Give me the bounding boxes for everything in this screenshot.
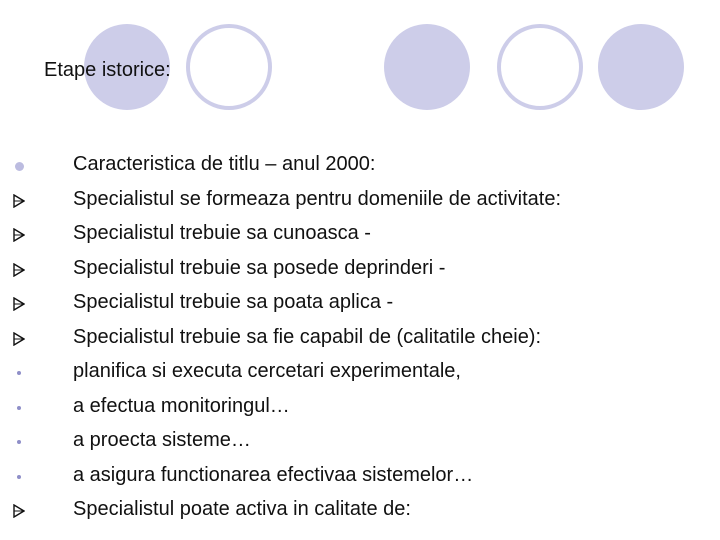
list-item xyxy=(0,426,720,461)
list-item-text: Caracteristica de titlu – anul 2000: xyxy=(73,153,376,175)
list-item-text: Specialistul trebuie sa fie capabil de (calitatile cheie): xyxy=(73,325,542,348)
arrow-icon xyxy=(12,191,26,211)
arrow-icon xyxy=(12,329,26,349)
list-item xyxy=(0,392,720,427)
list-item-text: Specialistul se formeaza pentru domeniile de activitate: xyxy=(73,187,562,210)
small-dot-icon xyxy=(12,432,26,452)
list-item xyxy=(0,185,720,220)
list-item xyxy=(0,495,720,530)
arrow-icon xyxy=(12,294,26,314)
small-dot-icon xyxy=(12,398,26,418)
dot-icon xyxy=(12,156,26,176)
list-item-text: a asigura functionarea efectivaa sistemelor… xyxy=(73,463,474,486)
list-item-text: Specialistul trebuie sa cunoasca - xyxy=(73,222,371,244)
list-item xyxy=(0,150,720,185)
arrow-icon xyxy=(12,501,26,521)
arrow-icon xyxy=(12,225,26,245)
list-item xyxy=(0,288,720,323)
slide-title: Etape istorice: xyxy=(44,59,171,81)
arrow-icon xyxy=(12,260,26,280)
list-item-text: a proecta sisteme… xyxy=(73,429,251,451)
decorative-circle-ring xyxy=(186,24,272,110)
bullet-list xyxy=(0,150,720,530)
list-item xyxy=(0,323,720,358)
list-item-text: planifica si executa cercetari experimentale, xyxy=(73,360,461,382)
list-item xyxy=(0,254,720,289)
decorative-circle-filled xyxy=(598,24,684,110)
list-item xyxy=(0,461,720,496)
list-item xyxy=(0,357,720,392)
list-item-text: a efectua monitoringul… xyxy=(73,394,290,417)
small-dot-icon xyxy=(12,363,26,383)
decorative-circle-ring xyxy=(497,24,583,110)
decorative-circle-filled xyxy=(384,24,470,110)
list-item xyxy=(0,219,720,254)
list-item-text: Specialistul trebuie sa poata aplica - xyxy=(73,291,394,313)
small-dot-icon xyxy=(12,467,26,487)
list-item-text: Specialistul trebuie sa posede deprinderi - xyxy=(73,256,446,279)
list-item-text: Specialistul poate activa in calitate de: xyxy=(73,498,411,520)
